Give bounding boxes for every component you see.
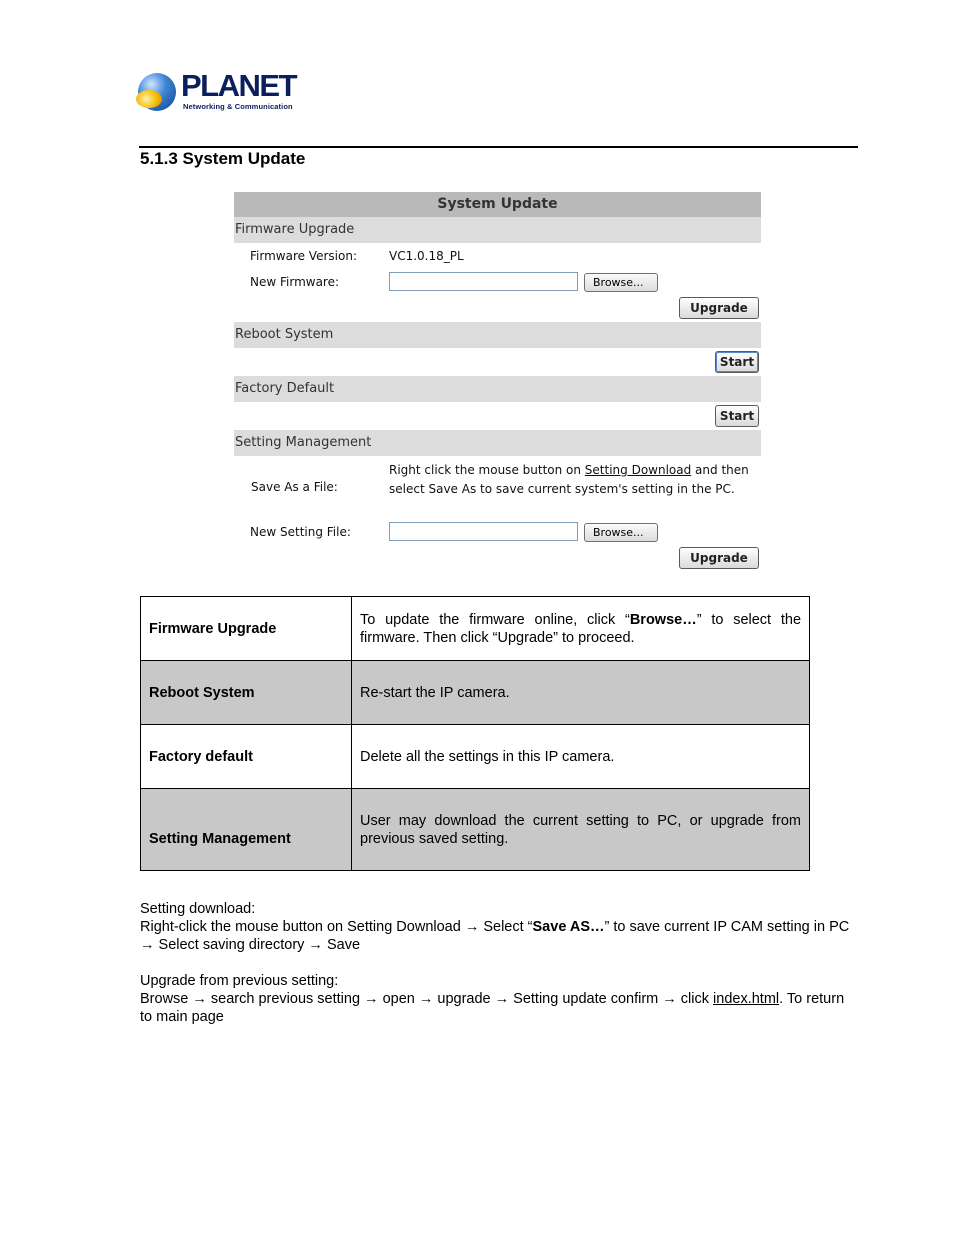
row-value: Re-start the IP camera. <box>352 661 810 725</box>
swoosh-icon <box>136 90 162 108</box>
new-firmware-label: New Firmware: <box>250 275 340 289</box>
row-value: To update the firmware online, click “Browse…” to select the firmware. Then click “Upgrade” to proceed. <box>352 597 810 661</box>
upgrade-steps: Browse → search previous setting → open → upgrade → Setting update confirm → click index.html. To return to main page <box>140 991 845 1025</box>
row-key: Firmware Upgrade <box>141 597 352 661</box>
reboot-system-header: Reboot System <box>234 322 761 348</box>
row-key: Factory default <box>141 725 352 789</box>
planet-logo <box>138 70 298 114</box>
new-setting-file-label: New Setting File: <box>250 525 351 539</box>
panel-title: System Update <box>234 192 761 217</box>
firmware-upgrade-button[interactable]: Upgrade <box>679 297 759 319</box>
table-row <box>141 725 810 789</box>
row-value: Delete all the settings in this IP camera. <box>352 725 810 789</box>
download-steps: Right-click the mouse button on Setting Download → Select “Save AS…” to save current IP CAM setting in PC → Select saving directory → Save <box>140 919 850 953</box>
save-as-description: Right click the mouse button on Setting Download and then select Save As to save current system's setting in the PC. <box>389 463 749 496</box>
table-row <box>141 661 810 725</box>
logo-tagline: Networking & Communication <box>183 102 293 111</box>
setting-upgrade-button[interactable]: Upgrade <box>679 547 759 569</box>
factory-default-header: Factory Default <box>234 376 761 402</box>
row-key: Setting Management <box>141 789 352 871</box>
firmware-version-label: Firmware Version: <box>250 249 357 263</box>
header-rule <box>139 146 858 148</box>
table-row <box>141 597 810 661</box>
row-key: Reboot System <box>141 661 352 725</box>
save-as-file-label: Save As a File: <box>251 480 338 494</box>
firmware-upgrade-header: Firmware Upgrade <box>234 217 761 243</box>
reboot-start-button[interactable]: Start <box>715 351 759 373</box>
new-setting-file-input[interactable] <box>389 522 578 541</box>
index-html-link[interactable]: index.html <box>713 991 780 1007</box>
logo-wordmark: PLANET <box>181 68 296 103</box>
setting-management-header: Setting Management <box>234 430 761 456</box>
system-update-panel <box>234 192 761 576</box>
setting-download-link[interactable]: Setting Download <box>584 463 692 477</box>
firmware-browse-button[interactable]: Browse... <box>584 273 658 292</box>
download-heading: Setting download: <box>140 901 256 917</box>
factory-start-button[interactable]: Start <box>715 405 759 427</box>
new-firmware-input[interactable] <box>389 272 578 291</box>
table-row <box>141 789 810 871</box>
firmware-version-value: VC1.0.18_PL <box>389 249 464 263</box>
row-value: User may download the current setting to PC, or upgrade from previous saved setting. <box>352 789 810 871</box>
setting-browse-button[interactable]: Browse... <box>584 523 658 542</box>
upgrade-heading: Upgrade from previous setting: <box>140 973 339 989</box>
section-title: 5.1.3 System Update <box>140 149 306 168</box>
description-table <box>140 596 810 871</box>
